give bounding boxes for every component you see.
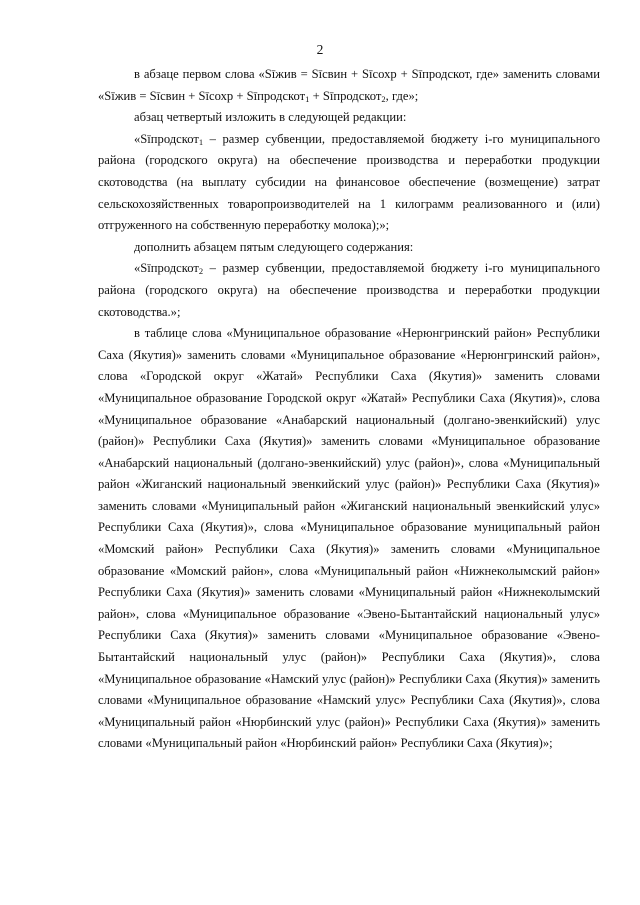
paragraph-3-text-a: «Sīпродскот <box>134 131 199 146</box>
document-body <box>98 64 600 755</box>
paragraph-5 <box>98 258 600 323</box>
paragraph-5-text-b: – размер субвенции, предоставляемой бюджету i-го муниципального района (городского округа) на обеспечение производства и переработки продукции скотоводства.»; <box>98 261 600 319</box>
paragraph-1-text-a: в абзаце первом слова «Sīжив = Sīсвин + Sīсохр + Sīпродскот, где» заменить словами «Sīжив = Sīсвин + Sīсохр + Sīпродскот <box>98 67 600 103</box>
paragraph-1-text-c: , где»; <box>385 88 419 103</box>
subscript-2: 2 <box>198 266 204 277</box>
paragraph-4: дополнить абзацем пятым следующего содержания: <box>134 239 414 254</box>
paragraph-3 <box>98 129 600 237</box>
paragraph-5-text-a: «Sīпродскот <box>134 261 199 276</box>
subscript-1: 1 <box>305 93 310 104</box>
page-number: 2 <box>316 42 324 57</box>
paragraph-3-text-b: – размер субвенции, предоставляемой бюджету i-го муниципального района (городского округа) на обеспечение производства и переработки продукции скотоводства (на выплату субсидии на финансовое обеспечение (возмещение) затрат сельскохозяйственных товаропроизводителей на 1 килограмм реализованного и (или) отгруженного на собственную переработку молока);»; <box>98 131 600 233</box>
paragraph-1 <box>98 64 600 107</box>
paragraph-6: в таблице слова «Муниципальное образование «Нерюнгринский район» Республики Саха (Якутия)» заменить словами «Муниципальное образование «Нерюнгринский район», слова «Городской округ «Жатай» Республики Саха (Якутия)» заменить словами «Муниципальное образование Городской округ «Жатай» Республики Саха (Якутия)», слова «Муниципальное образование «Анабарский национальный (долгано-эвенкийский) улус (район)» Республики Саха (Якутия)» заменить словами «Муниципальное образование «Анабарский национальный (долгано-эвенкийский) улус (район)», слова «Муниципальный район «Жиганский национальный эвенкийский улус (район)» Республики Саха (Якутия)» заменить словами «Муниципальный район «Жиганский национальный эвенкийский улус» Республики Саха (Якутия)», слова «Муниципальное образование муниципальный район «Момский район» Республики Саха (Якутия)» заменить словами «Муниципальное образование «Момский район», слова «Муниципальный район «Нижнеколымский район» Республики Саха (Якутия)» заменить словами «Муниципальный район «Нижнеколымский район», слова «Муниципальное образование «Эвено-Бытантайский национальный улус» Республики Саха (Якутия)» заменить словами «Муниципальное образование «Эвено-Бытантайский национальный улус (район)» Республики Саха (Якутия)», слова «Муниципальное образование «Намский улус (район)» Республики Саха (Якутия)» заменить словами «Муниципальное образование «Намский улус» Республики Саха (Якутия)», слова «Муниципальный район «Нюрбинский улус (район)» Республики Саха (Якутия)» заменить словами «Муниципальный район «Нюрбинский район» Республики Саха (Якутия)»; <box>98 326 600 751</box>
paragraph-2: абзац четвертый изложить в следующей редакции: <box>134 110 407 125</box>
subscript-1: 1 <box>198 136 204 147</box>
subscript-2: 2 <box>381 93 386 104</box>
paragraph-1-text-b: + Sīпродскот <box>309 88 382 103</box>
